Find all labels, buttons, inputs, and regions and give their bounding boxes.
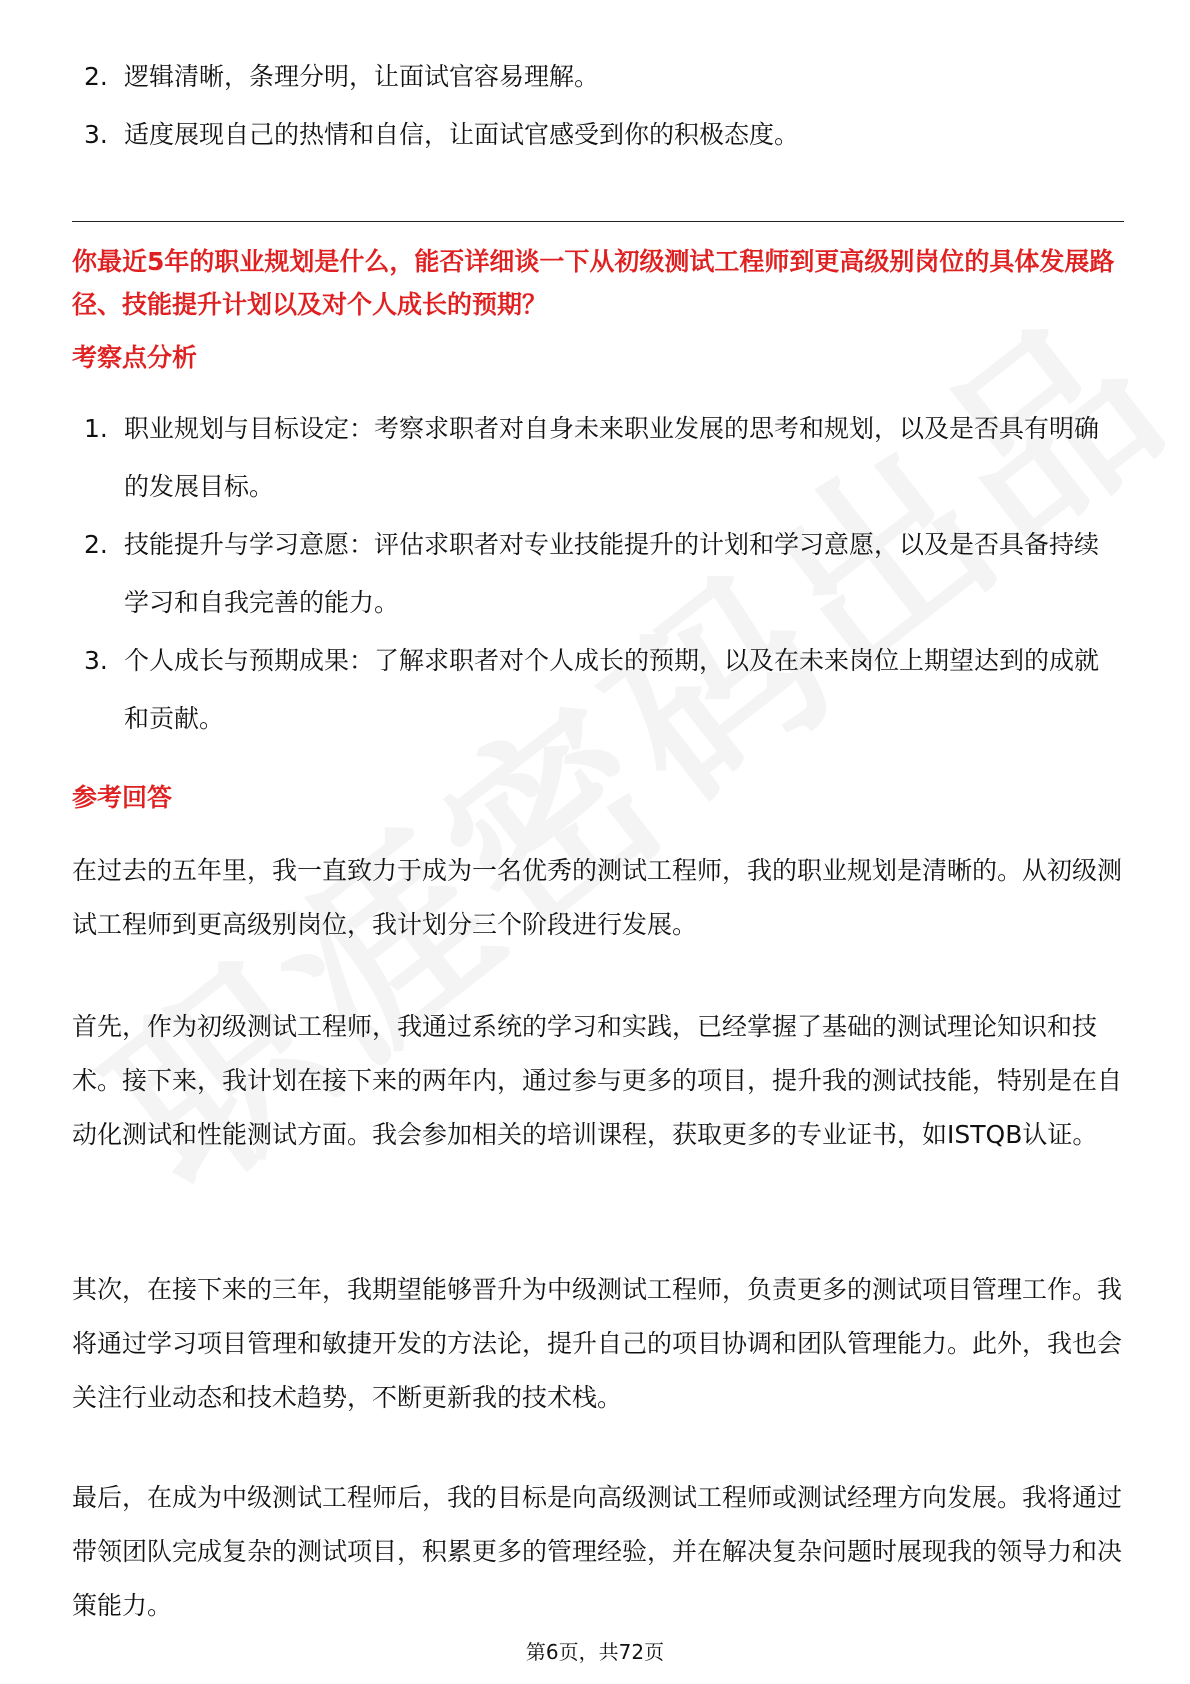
section-divider xyxy=(72,221,1124,222)
list-item xyxy=(72,632,1122,748)
list-item xyxy=(72,516,1122,632)
answer-paragraph: 最后，在成为中级测试工程师后，我的目标是向高级测试工程师或测试经理方向发展。我将通过带领团队完成复杂的测试项目，积累更多的管理经验，并在解决复杂问题时展现我的领导力和决策能力。 xyxy=(72,1483,1123,1620)
answer-paragraph: 首先，作为初级测试工程师，我通过系统的学习和实践，已经掌握了基础的测试理论知识和技术。接下来，我计划在接下来的两年内，通过参与更多的项目，提升我的测试技能，特别是在自动化测试和性能测试方面。我会参加相关的培训课程，获取更多的专业证书，如ISTQB认证。 xyxy=(72,1012,1123,1149)
analysis-heading: 考察点分析 xyxy=(72,343,198,372)
list-item-text: 技能提升与学习意愿：评估求职者对专业技能提升的计划和学习意愿，以及是否具备持续学习和自我完善的能力。 xyxy=(124,530,1100,617)
list-item-text: 职业规划与目标设定：考察求职者对自身未来职业发展的思考和规划，以及是否具有明确的发展目标。 xyxy=(124,414,1100,501)
list-item xyxy=(72,400,1122,516)
list-item-text: 适度展现自己的热情和自信，让面试官感受到你的积极态度。 xyxy=(124,120,800,149)
list-item-number: 3. xyxy=(84,120,108,149)
list-item-text: 个人成长与预期成果：了解求职者对个人成长的预期，以及在未来岗位上期望达到的成就和贡献。 xyxy=(124,646,1100,733)
top-list xyxy=(72,48,1122,164)
list-item-number: 1. xyxy=(84,414,108,443)
list-item-number: 2. xyxy=(84,530,108,559)
answer-heading: 参考回答 xyxy=(72,783,173,812)
list-item-text: 逻辑清晰，条理分明，让面试官容易理解。 xyxy=(124,62,600,91)
question-heading: 你最近5年的职业规划是什么，能否详细谈一下从初级测试工程师到更高级别岗位的具体发展路径、技能提升计划以及对个人成长的预期？ xyxy=(72,247,1115,319)
analysis-list xyxy=(72,400,1122,748)
list-item xyxy=(72,106,1122,164)
list-item xyxy=(72,48,1122,106)
page-number: 第6页，共72页 xyxy=(525,1640,665,1664)
answer-paragraph: 其次，在接下来的三年，我期望能够晋升为中级测试工程师，负责更多的测试项目管理工作。我将通过学习项目管理和敏捷开发的方法论，提升自己的项目协调和团队管理能力。此外，我也会关注行业动态和技术趋势，不断更新我的技术栈。 xyxy=(72,1275,1123,1412)
list-item-number: 2. xyxy=(84,62,108,91)
answer-paragraph: 在过去的五年里，我一直致力于成为一名优秀的测试工程师，我的职业规划是清晰的。从初级测试工程师到更高级别岗位，我计划分三个阶段进行发展。 xyxy=(72,856,1123,939)
list-item-number: 3. xyxy=(84,646,108,675)
